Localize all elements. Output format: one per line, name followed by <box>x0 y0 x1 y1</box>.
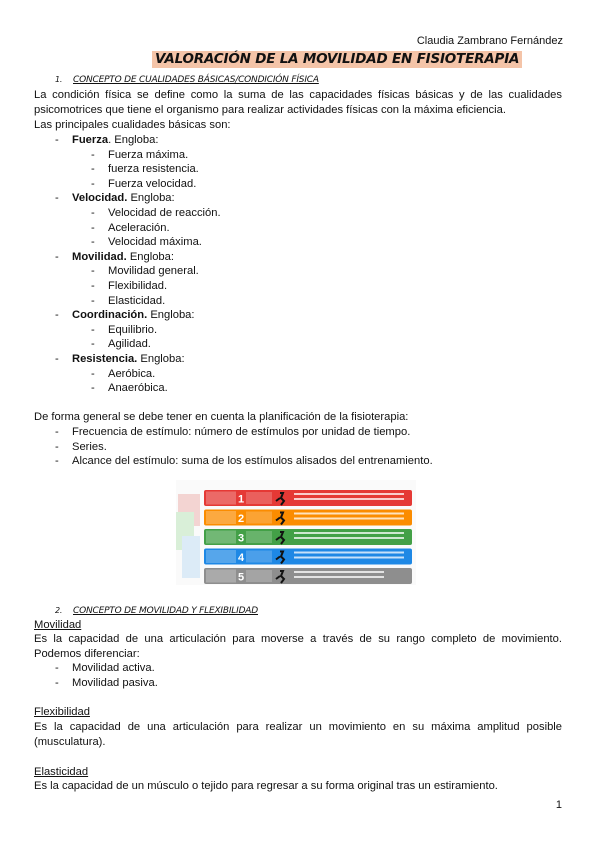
quality-subitems <box>72 206 221 250</box>
list-item: - Anaeróbica. <box>91 381 221 396</box>
zone-time-box <box>246 551 272 563</box>
flexibilidad-subheading: Flexibilidad <box>34 706 90 718</box>
zone-label-box <box>206 531 236 544</box>
engloba-label: Engloba: <box>129 250 174 263</box>
quality-subitems <box>72 367 221 396</box>
section-1-heading <box>55 73 319 88</box>
page-number: 1 <box>555 799 562 811</box>
zone-description-line <box>294 493 404 495</box>
figure-side-block <box>182 536 200 578</box>
zone-description-line <box>294 557 404 559</box>
list-item: - Movilidad general. <box>91 264 221 279</box>
flexibilidad-definition: Es la capacidad de una articulación para realizar un movimiento en su máxima amplitud posible (musculatura). <box>34 721 562 748</box>
quality-subitems <box>72 323 221 352</box>
list-item: - fuerza resistencia. <box>91 162 221 177</box>
zone-number: 4 <box>238 552 245 564</box>
qualities-lead: Las principales cualidades básicas son: <box>34 119 231 131</box>
list-item: - Flexibilidad. <box>91 279 221 294</box>
quality-item <box>55 308 221 352</box>
quality-item <box>55 191 221 249</box>
zone-number: 3 <box>238 532 245 545</box>
planning-lead: De forma general se debe tener en cuenta la planificación de la fisioterapia: <box>34 411 409 423</box>
zone-label-box <box>206 570 236 583</box>
list-item: - Aceleración. <box>91 221 221 236</box>
zone-description-line <box>294 571 384 573</box>
zone-description-line <box>294 498 404 500</box>
quality-separator: . <box>108 134 112 146</box>
zone-time-box <box>246 570 272 582</box>
list-item: - Agilidad. <box>91 337 221 352</box>
movilidad-subheading: Movilidad <box>34 619 82 631</box>
zone-number: 2 <box>238 513 245 525</box>
movilidad-types-list <box>55 661 158 690</box>
quality-name: Movilidad. <box>72 250 127 263</box>
intensity-zones-figure <box>176 480 416 585</box>
quality-name: Fuerza <box>72 134 109 146</box>
quality-item <box>55 250 221 308</box>
zone-number: 5 <box>238 571 245 584</box>
engloba-label: Engloba: <box>114 134 159 146</box>
list-item: - Alcance del estímulo: suma de los estímulos alisados del entrenamiento. <box>55 454 433 469</box>
planning-list <box>55 425 433 469</box>
elasticidad-definition: Es la capacidad de un músculo o tejido para regresar a su forma original tras un estiramiento. <box>34 780 498 792</box>
engloba-label: Engloba: <box>150 309 195 322</box>
zone-description-line <box>294 537 404 539</box>
qualities-list <box>55 133 221 396</box>
section-1-heading-text: CONCEPTO DE CUALIDADES BÁSICAS/CONDICIÓN FÍSICA <box>73 75 319 85</box>
quality-subitems <box>72 148 221 192</box>
zone-number: 1 <box>238 493 245 506</box>
quality-subitems <box>72 264 221 308</box>
list-item: - Series. <box>55 440 433 455</box>
zone-label-box <box>206 492 236 505</box>
zone-description-line <box>294 576 384 578</box>
list-item: - Frecuencia de estímulo: número de estímulos por unidad de tiempo. <box>55 425 433 440</box>
document-title: VALORACIÓN DE LA MOVILIDAD EN FISIOTERAPIA <box>152 51 522 68</box>
zone-label-box <box>206 550 236 563</box>
quality-name: Resistencia. <box>72 352 138 365</box>
zone-description-line <box>294 513 404 515</box>
quality-name: Coordinación. <box>72 309 148 322</box>
quality-item <box>55 133 221 191</box>
author-name: Claudia Zambrano Fernández <box>416 35 563 47</box>
section-2-heading <box>55 604 258 619</box>
list-item: - Movilidad pasiva. <box>55 676 158 691</box>
zone-time-box <box>246 492 272 504</box>
condition-definition: La condición física se define como la suma de las capacidades físicas básicas y de las cualidades psicomotrices que tiene el organismo para realizar actividades físicas con la máxima eficiencia. <box>34 89 562 116</box>
section-1-number: 1. <box>55 75 63 84</box>
quality-item <box>55 352 221 396</box>
list-item: - Velocidad máxima. <box>91 235 221 250</box>
zone-description-line <box>294 518 404 520</box>
section-2-number: 2. <box>55 606 63 615</box>
list-item: - Elasticidad. <box>91 294 221 309</box>
zone-label-box <box>206 511 236 524</box>
list-item: - Fuerza máxima. <box>91 148 221 163</box>
list-item: - Velocidad de reacción. <box>91 206 221 221</box>
quality-name: Velocidad. <box>72 192 128 205</box>
zone-time-box <box>246 512 272 524</box>
engloba-label: Engloba: <box>140 352 185 365</box>
list-item: - Equilibrio. <box>91 323 221 338</box>
section-2-heading-text: CONCEPTO DE MOVILIDAD Y FLEXIBILIDAD <box>73 606 258 616</box>
elasticidad-subheading: Elasticidad <box>34 766 89 778</box>
list-item: - Movilidad activa. <box>55 661 158 676</box>
zone-time-box <box>246 531 272 543</box>
zone-description-line <box>294 552 404 554</box>
movilidad-definition: Es la capacidad de una articulación para moverse a través de su rango completo de movimiento. Podemos diferenciar: <box>34 633 562 660</box>
list-item: - Aeróbica. <box>91 367 221 382</box>
list-item: - Fuerza velocidad. <box>91 177 221 192</box>
zone-description-line <box>294 532 404 534</box>
engloba-label: Engloba: <box>130 192 175 205</box>
